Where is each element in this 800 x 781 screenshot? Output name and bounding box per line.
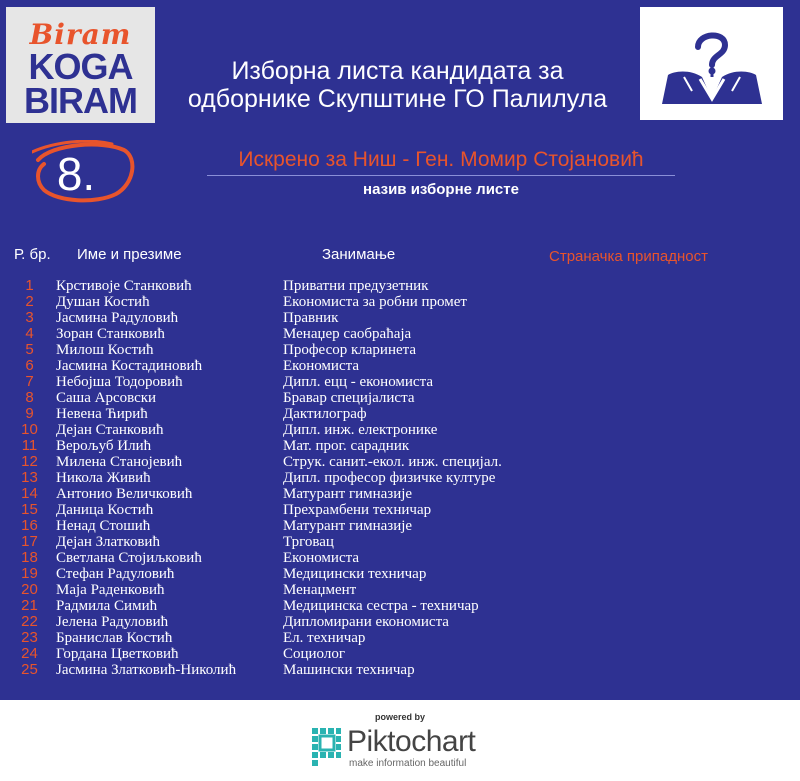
table-row	[0, 342, 800, 358]
candidate-name: Небојша Тодоровић	[56, 374, 183, 390]
logo-line-3: BIRAM	[24, 80, 137, 121]
logo-line-2: KOGA	[28, 46, 133, 87]
row-number: 7	[25, 373, 34, 390]
candidate-name: Радмила Симић	[56, 598, 158, 614]
row-number: 23	[21, 629, 38, 646]
candidate-name: Стефан Радуловић	[56, 566, 175, 582]
table-row	[0, 422, 800, 438]
row-number: 25	[21, 661, 38, 678]
candidate-name: Невена Ћирић	[56, 406, 148, 422]
candidate-name: Јелена Радуловић	[56, 614, 169, 630]
candidate-name: Ненад Стошић	[56, 518, 151, 534]
candidate-name: Даница Костић	[56, 502, 154, 518]
column-header-party: Страначка припадност	[549, 248, 708, 265]
column-header-occupation: Занимање	[322, 246, 396, 263]
row-number: 4	[25, 325, 34, 342]
table-row	[0, 614, 800, 630]
logo-line-1: Biram	[29, 18, 132, 51]
row-number: 18	[21, 549, 38, 566]
title-line-2: одборнике Скупштине ГО Палилула	[187, 85, 608, 113]
candidate-occupation: Струк. санит.-екол. инж. специјал.	[283, 454, 502, 470]
candidate-occupation: Дактилограф	[283, 406, 367, 422]
row-number: 10	[21, 421, 38, 438]
row-number: 5	[25, 341, 34, 358]
list-name-divider	[207, 175, 675, 176]
row-number: 1	[25, 277, 34, 294]
table-row	[0, 646, 800, 662]
page-title	[155, 57, 640, 113]
candidate-occupation: Социолог	[283, 646, 345, 662]
row-number: 15	[21, 501, 38, 518]
table-row	[0, 278, 800, 294]
candidate-name: Гордана Цветковић	[56, 646, 179, 662]
hanger-question-icon	[640, 7, 783, 120]
candidate-occupation: Трговац	[283, 534, 334, 550]
table-row	[0, 454, 800, 470]
candidate-occupation: Бравар специјалиста	[283, 390, 415, 406]
row-number: 17	[21, 533, 38, 550]
table-row	[0, 534, 800, 550]
title-line-1: Изборна листа кандидата за	[231, 57, 564, 85]
row-number: 3	[25, 309, 34, 326]
candidate-name: Зоран Станковић	[56, 326, 165, 342]
candidate-occupation: Медицински техничар	[283, 566, 427, 582]
candidate-name: Милош Костић	[56, 342, 154, 358]
row-number: 20	[21, 581, 38, 598]
candidate-name: Маја Раденковић	[56, 582, 165, 598]
candidate-occupation: Машински техничар	[283, 662, 415, 678]
powered-by-label: powered by	[374, 712, 425, 722]
row-number: 14	[21, 485, 38, 502]
piktochart-tagline: make information beautiful	[349, 758, 467, 769]
candidate-occupation: Правник	[283, 310, 339, 326]
candidate-name: Милена Станојевић	[56, 454, 183, 470]
row-number: 6	[25, 357, 34, 374]
row-number: 22	[21, 613, 38, 630]
candidate-name: Јасмина Радуловић	[56, 310, 179, 326]
list-caption: назив изборне листе	[363, 181, 519, 198]
candidate-occupation: Прехрамбени техничар	[283, 502, 432, 518]
piktochart-brand[interactable]: Piktochart	[347, 725, 476, 758]
table-row	[0, 566, 800, 582]
row-number: 9	[25, 405, 34, 422]
candidate-occupation: Матурант гимназије	[283, 518, 413, 534]
candidate-occupation: Менаџмент	[283, 582, 357, 598]
table-row	[0, 438, 800, 454]
biram-koga-biram-logo	[6, 7, 155, 123]
candidate-name: Јасмина Златковић-Николић	[56, 662, 237, 678]
candidate-name: Дејан Златковић	[56, 534, 160, 550]
table-row	[0, 662, 800, 678]
row-number: 8	[25, 389, 34, 406]
candidate-occupation: Дипломирани економиста	[283, 614, 449, 630]
table-row	[0, 326, 800, 342]
table-row	[0, 358, 800, 374]
candidate-occupation: Мат. прог. сарадник	[283, 438, 410, 454]
candidate-name: Душан Костић	[56, 294, 150, 310]
candidate-name: Никола Живић	[56, 470, 151, 486]
candidate-occupation: Приватни предузетник	[283, 278, 429, 294]
row-number: 16	[21, 517, 38, 534]
table-row	[0, 630, 800, 646]
table-row	[0, 470, 800, 486]
table-row	[0, 486, 800, 502]
piktochart-logo-icon[interactable]	[310, 726, 342, 768]
candidate-occupation: Дипл. професор физичке културе	[283, 470, 496, 486]
column-header-name: Име и презиме	[77, 246, 182, 263]
candidate-occupation: Матурант гимназије	[283, 486, 413, 502]
table-row	[0, 374, 800, 390]
list-name: Искрено за Ниш - Ген. Момир Стојановић	[238, 148, 644, 171]
row-number: 19	[21, 565, 38, 582]
candidate-occupation: Професор кларинета	[283, 342, 417, 358]
candidate-occupation: Економиста	[283, 358, 360, 374]
table-row	[0, 582, 800, 598]
row-number: 13	[21, 469, 38, 486]
row-number: 12	[21, 453, 38, 470]
table-row	[0, 310, 800, 326]
list-number: 8.	[56, 148, 96, 200]
candidate-name: Светлана Стојиљковић	[56, 550, 202, 566]
candidate-occupation: Дипл. инж. електронике	[283, 422, 438, 438]
candidate-name: Дејан Станковић	[56, 422, 164, 438]
column-header-number: Р. бр.	[14, 246, 51, 263]
footer	[0, 700, 800, 781]
table-row	[0, 598, 800, 614]
candidate-occupation: Менаџер саобраћаја	[283, 326, 412, 342]
candidate-list	[0, 278, 800, 678]
candidate-occupation: Медицинска сестра - техничар	[283, 598, 479, 614]
candidate-name: Крстивоје Станковић	[56, 278, 192, 294]
candidate-name: Антонио Величковић	[56, 486, 193, 502]
table-row	[0, 390, 800, 406]
candidate-occupation: Економиста за робни промет	[283, 294, 467, 310]
list-number-badge	[32, 140, 136, 200]
candidate-occupation: Ел. техничар	[283, 630, 366, 646]
table-row	[0, 406, 800, 422]
candidate-name: Јасмина Костадиновић	[56, 358, 203, 374]
candidate-occupation: Дипл. ецц - економиста	[283, 374, 433, 390]
row-number: 11	[21, 437, 38, 454]
table-row	[0, 518, 800, 534]
candidate-name: Верољуб Илић	[56, 438, 152, 454]
candidate-occupation: Економиста	[283, 550, 360, 566]
row-number: 24	[21, 645, 38, 662]
table-row	[0, 294, 800, 310]
row-number: 21	[21, 597, 38, 614]
row-number: 2	[25, 293, 34, 310]
candidate-name: Саша Арсовски	[56, 390, 157, 406]
candidate-name: Бранислав Костић	[56, 630, 173, 646]
table-row	[0, 550, 800, 566]
table-row	[0, 502, 800, 518]
